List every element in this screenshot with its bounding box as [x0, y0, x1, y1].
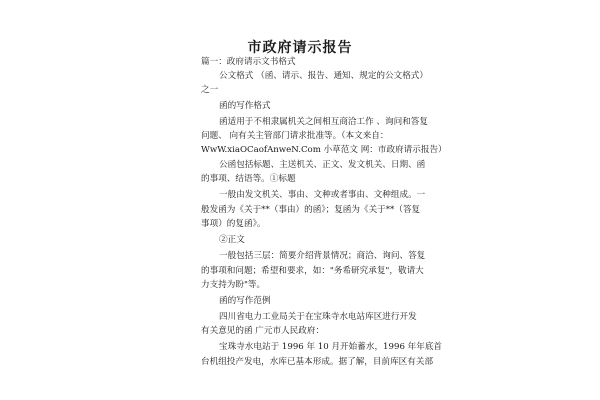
paragraph-line: 的事项和问题；希望和要求，如："务希研究承复"，敬请大 [201, 266, 424, 276]
paragraph-line: WwW.xiaOCaofAnweN.Com 小草范文 网：市政府请示报告） [201, 145, 447, 155]
paragraph-line: 四川省电力工业局关于在宝珠寺水电站库区进行开发 [219, 312, 417, 322]
document-title: 市政府请示报告 [247, 40, 353, 56]
paragraph-line: 般发函为《关于**（事由）的函》；复函为《关于**（答复 [201, 205, 421, 215]
paragraph-line: 公文格式 （函、请示、报告、通知、规定的公文格式） [219, 71, 428, 81]
section-heading: 篇一：政府请示文书格式 [201, 57, 296, 67]
paragraph-line: 之一 [201, 85, 219, 95]
paragraph-line: 有关意见的函 广元市人民政府： [201, 326, 325, 336]
subheading: 函的写作格式 [219, 101, 271, 111]
subheading: ②正文 [219, 235, 245, 245]
paragraph-line: 公函包括标题、主送机关、正文、发文机关、日期、函 [219, 160, 426, 170]
paragraph-line: 宝珠寺水电站于 1996 年 10 月开始蓄水，1996 年年底首 [219, 342, 443, 352]
subheading: 函的写作范例 [219, 296, 271, 306]
paragraph-line: 的事项、结语等。①标题 [201, 174, 296, 184]
paragraph-line: 问题、 向有关主管部门请求批准等。（本文来自： [201, 131, 389, 141]
paragraph-line: 函适用于不相隶属机关之间相互商洽工作 、询问和答复 [219, 117, 428, 127]
paragraph-line: 一般由发文机关、事由、文种或者事由、文种组成。一 [219, 190, 426, 200]
paragraph-line: 事项）的复函》。 [201, 219, 266, 229]
paragraph-line: 一般包括三层：简要介绍背景情况；商洽、询问、答复 [219, 251, 426, 261]
paragraph-line: 台机组投产发电，水库已基本形成。据了解，目前库区有关部 [201, 357, 434, 367]
paragraph-line: 力支持为盼"等。 [201, 280, 266, 290]
